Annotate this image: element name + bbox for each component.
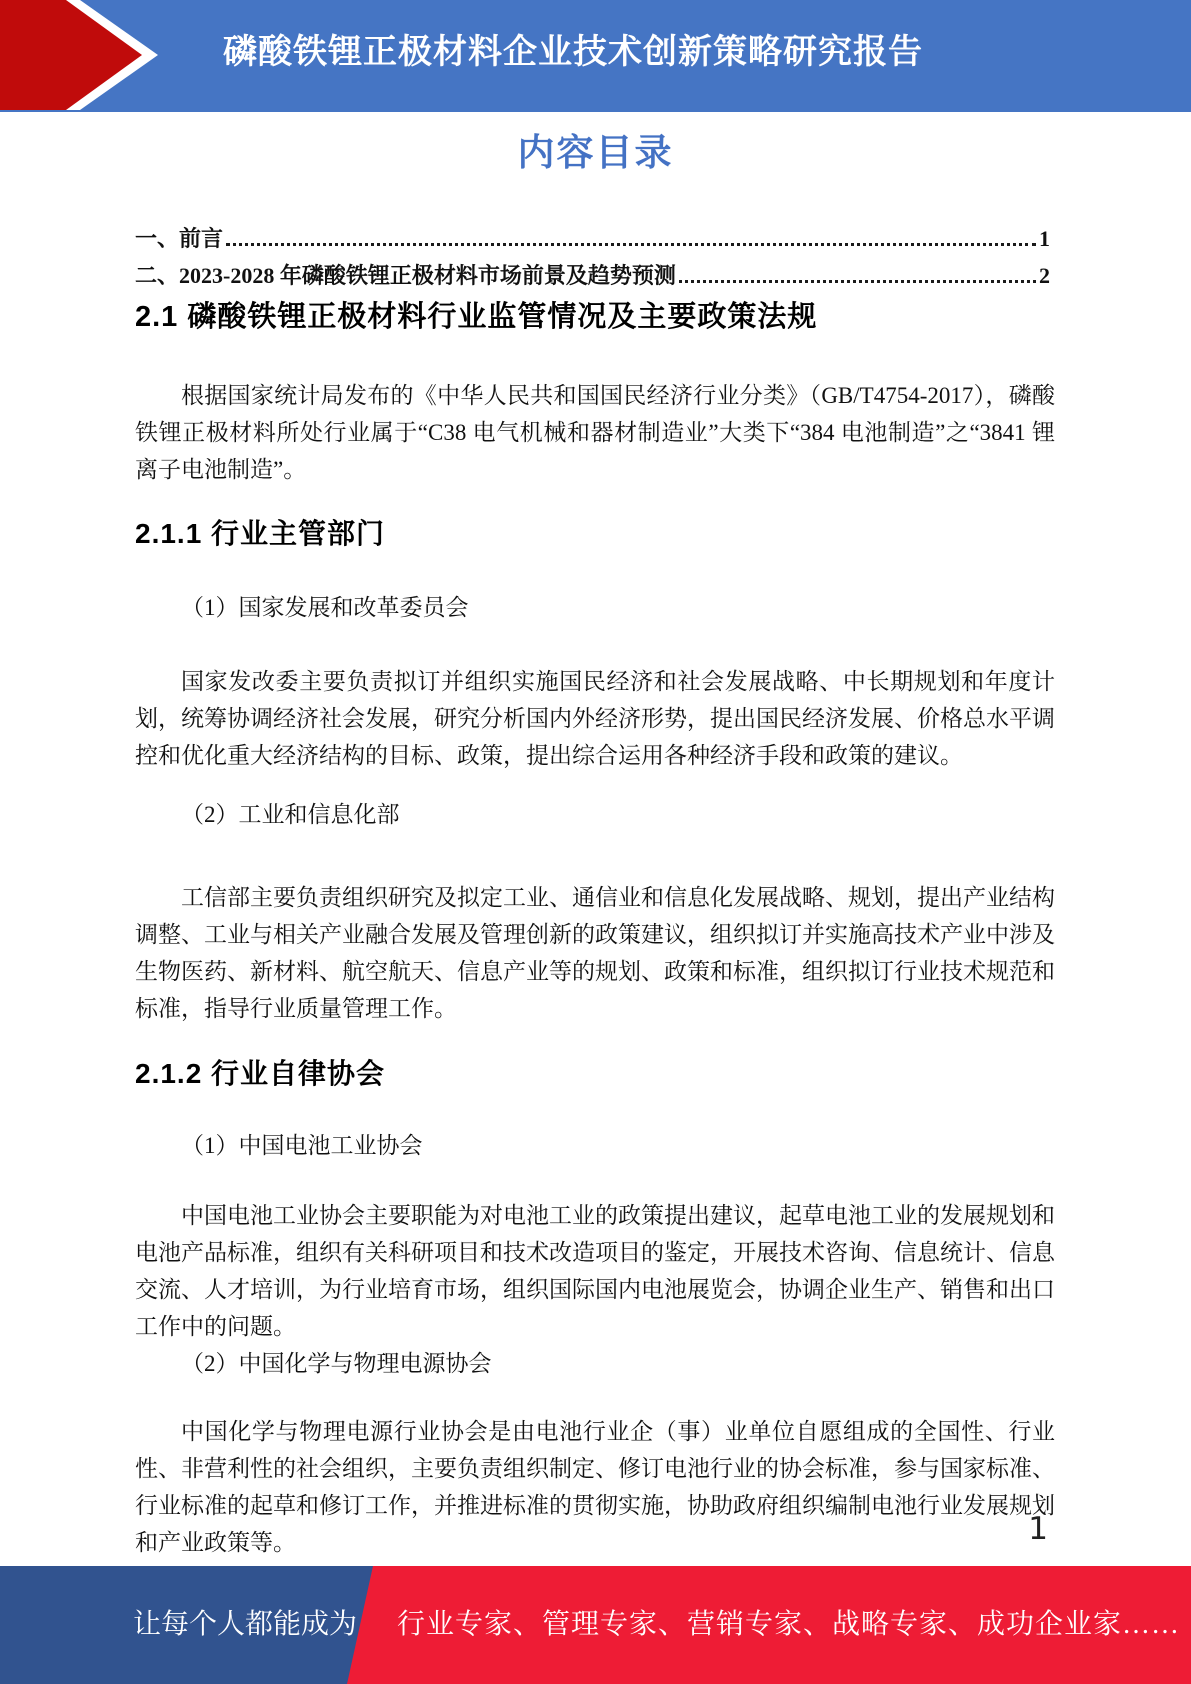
dot-leader bbox=[679, 280, 1036, 283]
sub-item-ndrc: （1）国家发展和改革委员会 bbox=[181, 595, 469, 620]
footer-slogan-left: 让每个人都能成为 bbox=[132, 1609, 357, 1640]
toc-entry-page: 1 bbox=[1039, 226, 1050, 251]
section-heading-2-1: 2.1 磷酸铁锂正极材料行业监管情况及主要政策法规 bbox=[135, 301, 818, 333]
toc-entry bbox=[135, 257, 1050, 294]
sub-item-miit: （2）工业和信息化部 bbox=[181, 802, 400, 827]
page-number: 1 bbox=[1028, 1511, 1048, 1547]
toc-entry bbox=[135, 220, 1050, 257]
page-header bbox=[0, 0, 1191, 112]
footer-slogan-right: 行业专家、管理专家、营销专家、战略专家、成功企业家…… bbox=[397, 1609, 1181, 1640]
paragraph-industry-classification: 根据国家统计局发布的《中华人民共和国国民经济行业分类》（GB/T4754-2017），磷酸铁锂正极材料所处行业属于“C38 电气机械和器材制造业”大类下“384 电池制造”之“3841 锂离子电池制造”。 bbox=[135, 383, 1055, 482]
paragraph-battery-association-duties: 中国电池工业协会主要职能为对电池工业的政策提出建议，起草电池工业的发展规划和电池产品标准，组织有关科研项目和技术改造项目的鉴定，开展技术咨询、信息统计、信息交流、人才培训，为行业培育市场，组织国际国内电池展览会，协调企业生产、销售和出口工作中的问题。 bbox=[135, 1203, 1055, 1339]
toc-entry-label: 二、2023-2028 年磷酸铁锂正极材料市场前景及趋势预测 bbox=[135, 263, 676, 288]
paragraph-miit-duties: 工信部主要负责组织研究及拟定工业、通信业和信息化发展战略、规划，提出产业结构调整、工业与相关产业融合发展及管理创新的政策建议，组织拟订并实施高技术产业中涉及生物医药、新材料、航空航天、信息产业等的规划、政策和标准，组织拟订行业技术规范和标准，指导行业质量管理工作。 bbox=[135, 885, 1055, 1021]
dot-leader bbox=[226, 243, 1036, 246]
paragraph-ndrc-duties: 国家发改委主要负责拟订并组织实施国民经济和社会发展战略、中长期规划和年度计划，统筹协调经济社会发展，研究分析国内外经济形势，提出国民经济发展、价格总水平调控和优化重大经济结构的目标、政策，提出综合运用各种经济手段和政策的建议。 bbox=[135, 669, 1055, 768]
report-title: 磷酸铁锂正极材料企业技术创新策略研究报告 bbox=[223, 33, 923, 71]
page-footer bbox=[0, 1566, 1191, 1684]
section-heading-2-1-2: 2.1.2 行业自律协会 bbox=[135, 1058, 386, 1089]
toc-entry-label: 一、前言 bbox=[135, 226, 224, 251]
toc-list bbox=[135, 220, 1050, 294]
paragraph-power-sources-association-duties: 中国化学与物理电源行业协会是由电池行业企（事）业单位自愿组成的全国性、行业性、非营利性的社会组织，主要负责组织制定、修订电池行业的协会标准，参与国家标准、行业标准的起草和修订工作，并推进标准的贯彻实施，协助政府组织编制电池行业发展规划和产业政策等。 bbox=[135, 1419, 1055, 1555]
toc-entry-page: 2 bbox=[1039, 263, 1050, 288]
sub-item-battery-association: （1）中国电池工业协会 bbox=[181, 1133, 423, 1158]
section-heading-2-1-1: 2.1.1 行业主管部门 bbox=[135, 518, 386, 549]
toc-title: 内容目录 bbox=[517, 133, 674, 174]
sub-item-power-sources-association: （2）中国化学与物理电源协会 bbox=[181, 1351, 492, 1376]
